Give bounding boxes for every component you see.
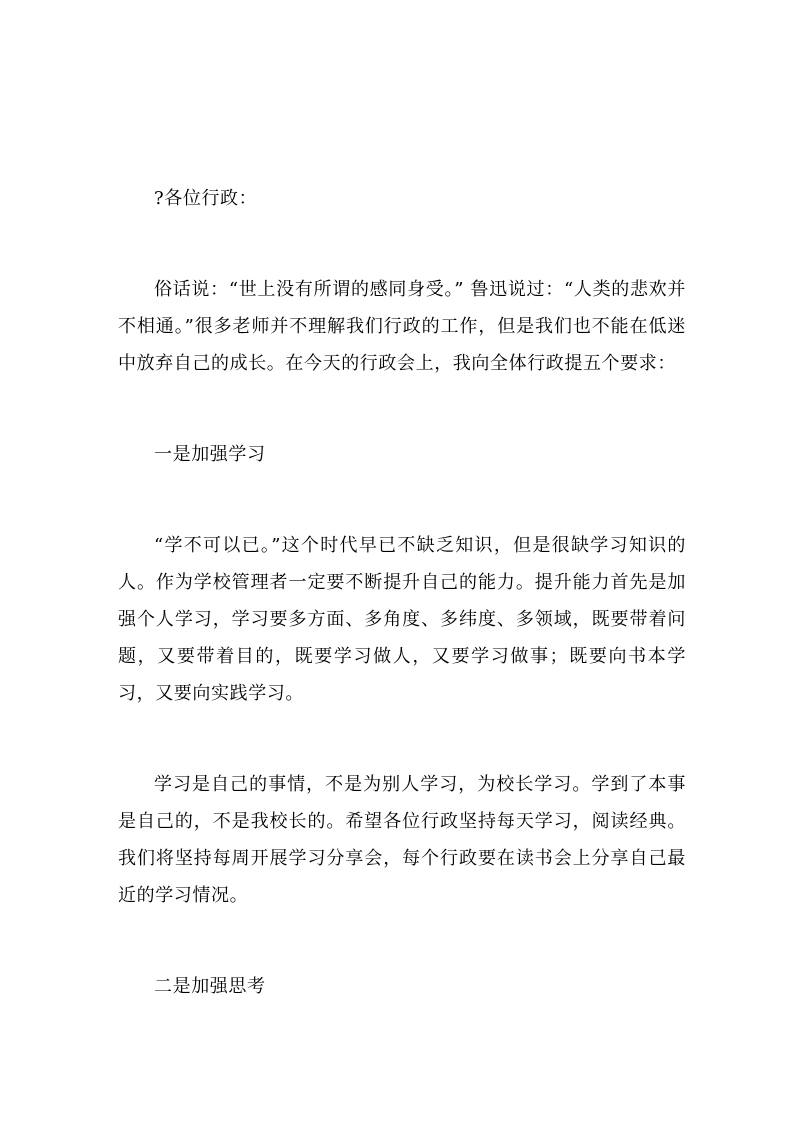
study-paragraph-1: “学不可以已。”这个时代早已不缺乏知识，但是很缺学习知识的人。作为学校管理者一定要不断提升自己的能力。提升能力首先是加强个人学习，学习要多方面、多角度、多纬度、多领域，既要带着问题，又要带着目的，既要学习做人，又要学习做事；既要向书本学习，又要向实践学习。 <box>118 535 686 704</box>
study-paragraph-2: 学习是自己的事情，不是为别人学习，为校长学习。学到了本事是自己的，不是我校长的。希望各位行政坚持每天学习，阅读经典。我们将坚持每周开展学习分享会，每个行政要在读书会上分享自己最近的学习情况。 <box>118 774 686 906</box>
section-heading-study: 一是加强学习 <box>154 444 266 465</box>
greeting-line: ?各位行政： <box>154 188 258 209</box>
document-body <box>118 180 686 1005</box>
section-heading-thinking: 二是加强思考 <box>154 976 266 997</box>
intro-paragraph: 俗话说：“世上没有所谓的感同身受。” 鲁迅说过：“人类的悲欢并不相通。”很多老师并不理解我们行政的工作，但是我们也不能在低迷中放弃自己的成长。在今天的行政会上，我向全体行政提五个要求： <box>118 279 686 374</box>
